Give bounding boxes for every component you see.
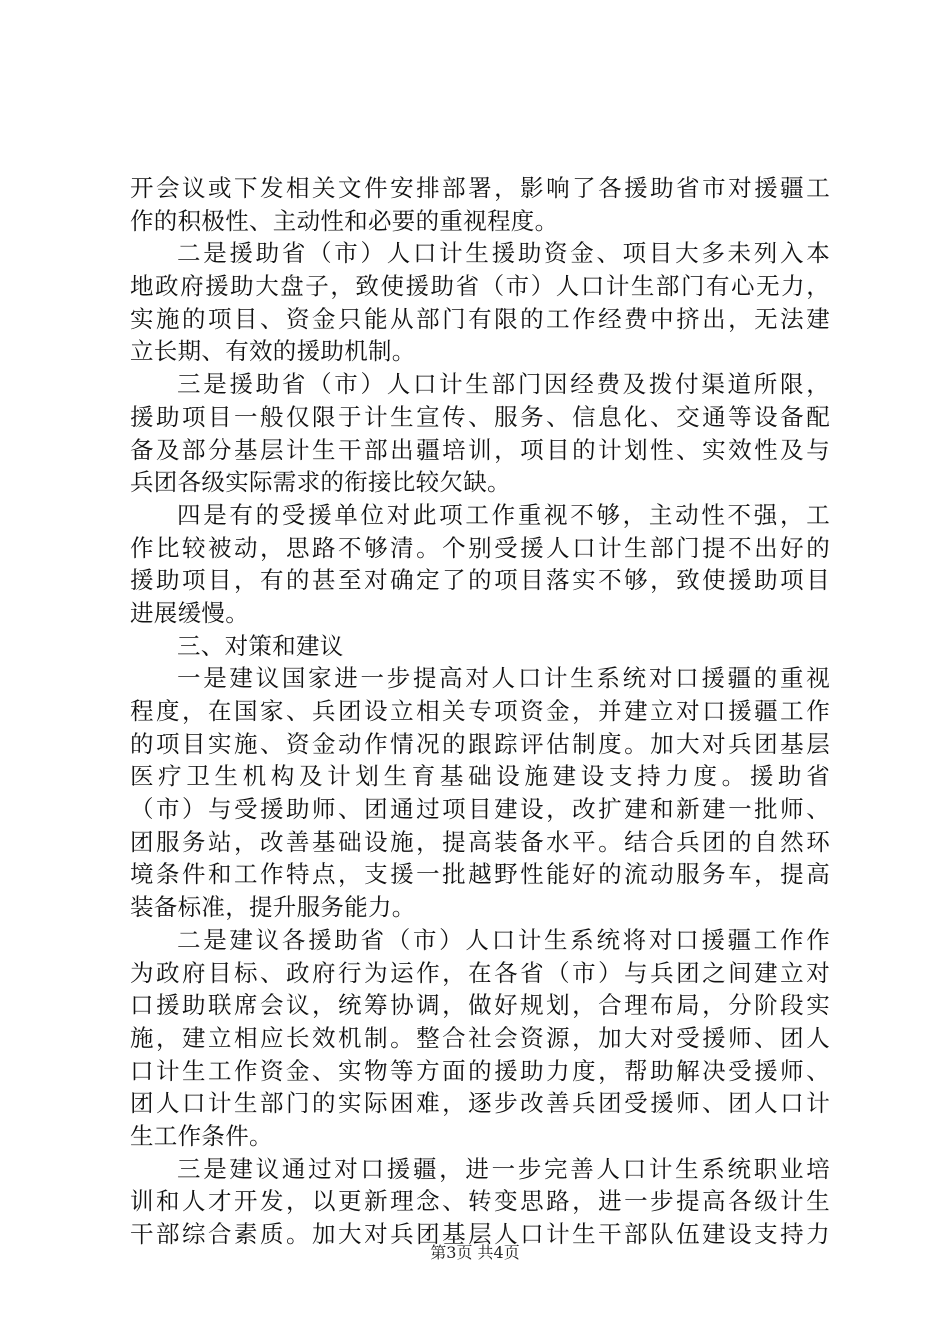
text-line: 医疗卫生机构及计划生育基础设施建设支持力度。援助省 — [130, 762, 830, 791]
text-line: 兵团各级实际需求的衔接比较欠缺。 — [130, 468, 511, 497]
paragraph-start-line: 三是援助省（市）人口计生部门因经费及拨付渠道所限， — [177, 370, 830, 399]
paragraph-start-line: 三是建议通过对口援疆，进一步完善人口计生系统职业培 — [177, 1154, 830, 1183]
text-line: 备及部分基层计生干部出疆培训，项目的计划性、实效性及与 — [130, 435, 830, 464]
text-line: 立长期、有效的援助机制。 — [130, 337, 416, 366]
text-line: 团服务站，改善基础设施，提高装备水平。结合兵团的自然环 — [130, 827, 830, 856]
text-line: 口援助联席会议，统筹协调，做好规划，合理布局，分阶段实 — [130, 991, 830, 1020]
text-line: 开会议或下发相关文件安排部署，影响了各援助省市对援疆工 — [130, 174, 830, 202]
section-heading: 三、对策和建议 — [177, 631, 344, 660]
text-line: 施，建立相应长效机制。整合社会资源，加大对受援师、团人 — [130, 1023, 830, 1052]
text-line: 作的积极性、主动性和必要的重视程度。 — [130, 206, 559, 235]
text-line: 进展缓慢。 — [130, 598, 249, 627]
text-line: 程度，在国家、兵团设立相关专项资金，并建立对口援疆工作 — [130, 697, 830, 725]
text-line: 装备标准，提升服务能力。 — [130, 893, 416, 922]
text-line: 的项目实施、资金动作情况的跟踪评估制度。加大对兵团基层 — [130, 729, 830, 758]
text-line: 训和人才开发，以更新理念、转变思路，进一步提高各级计生 — [130, 1187, 830, 1216]
page-footer — [0, 1243, 950, 1263]
text-line: 援助项目，有的甚至对确定了的项目落实不够，致使援助项目 — [130, 566, 830, 595]
paragraph-start-line: 四是有的受援单位对此项工作重视不够，主动性不强，工 — [177, 500, 830, 529]
text-line: 生工作条件。 — [130, 1121, 273, 1150]
text-line: 口计生工作资金、实物等方面的援助力度，帮助解决受援师、 — [130, 1056, 830, 1085]
text-line: 作比较被动，思路不够清。个别受援人口计生部门提不出好的 — [130, 533, 830, 562]
text-line: 团人口计生部门的实际困难，逐步改善兵团受援师、团人口计 — [130, 1089, 830, 1118]
text-line: 援助项目一般仅限于计生宣传、服务、信息化、交通等设备配 — [130, 402, 830, 431]
paragraph-start-line: 二是援助省（市）人口计生援助资金、项目大多未列入本 — [177, 239, 830, 268]
text-line: （市）与受援助师、团通过项目建设，改扩建和新建一批师、 — [130, 795, 830, 824]
paragraph-start-line: 一是建议国家进一步提高对人口计生系统对口援疆的重视 — [177, 664, 830, 693]
text-line: 地政府援助大盘子，致使援助省（市）人口计生部门有心无力， — [130, 272, 830, 301]
page-number-label: 第3页 共4页 — [430, 1243, 520, 1262]
text-line: 为政府目标、政府行为运作，在各省（市）与兵团之间建立对 — [130, 958, 830, 987]
text-line: 境条件和工作特点，支援一批越野性能好的流动服务车，提高 — [130, 860, 830, 889]
text-line: 干部综合素质。加大对兵团基层人口计生干部队伍建设支持力 — [130, 1220, 830, 1248]
text-line: 实施的项目、资金只能从部门有限的工作经费中挤出，无法建 — [130, 304, 830, 333]
paragraph-start-line: 二是建议各援助省（市）人口计生系统将对口援疆工作作 — [177, 925, 830, 954]
document-body — [130, 172, 830, 1251]
